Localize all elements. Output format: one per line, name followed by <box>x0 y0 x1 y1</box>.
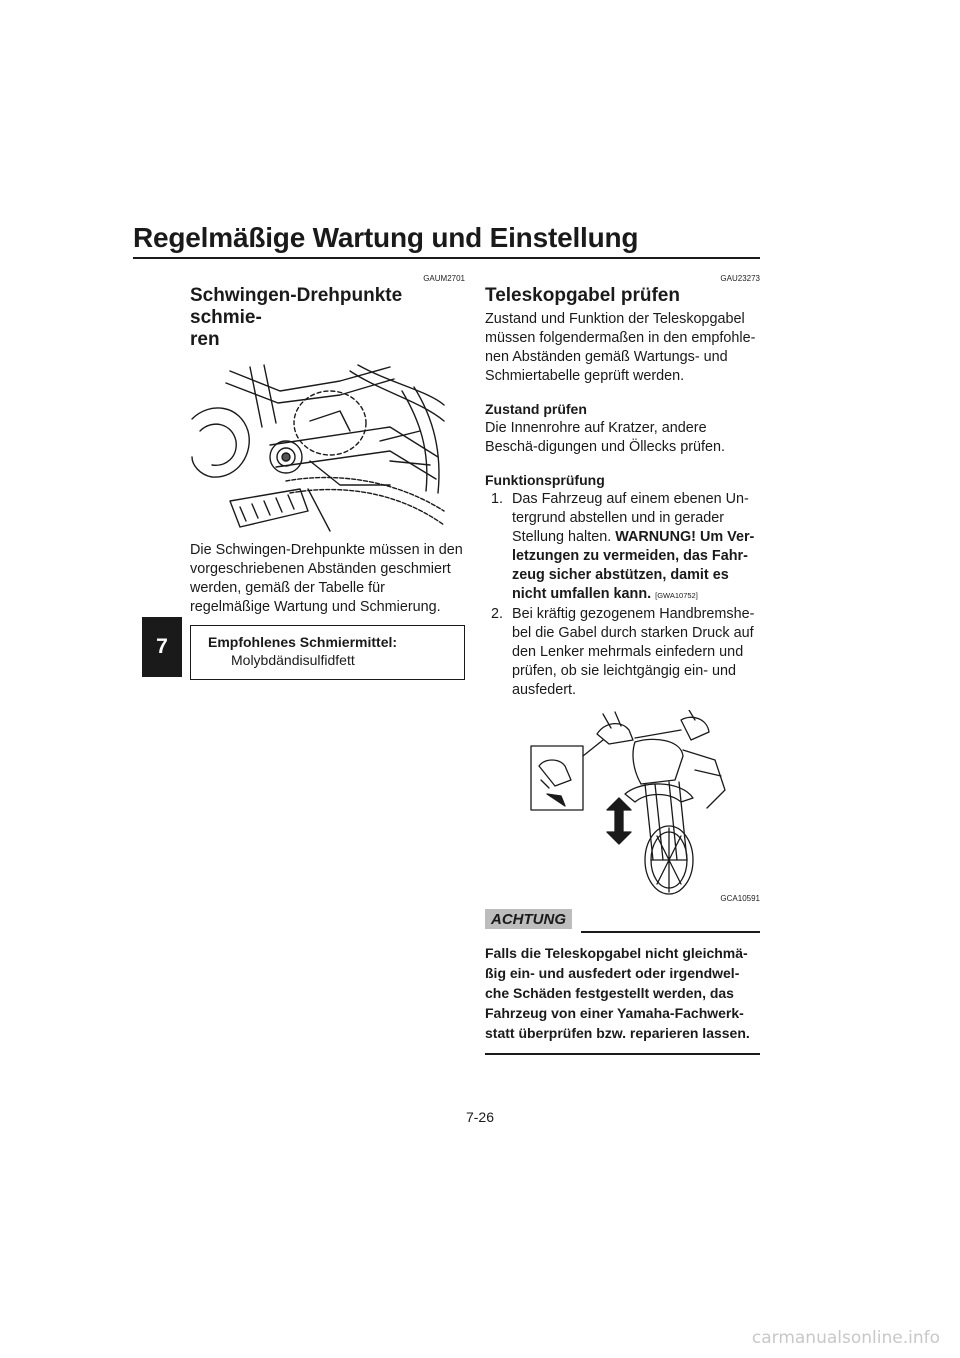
fork-figure <box>485 710 760 903</box>
swingarm-paragraph: Die Schwingen-Drehpunkte müssen in den vorgeschriebenen Abständen geschmiert werden, gemäß der Tabelle für regelmäßige Wartung und Schmierung. <box>190 542 463 615</box>
fork-intro: Zustand und Funktion der Teleskopgabel müssen folgendermaßen in den empfohle-nen Abständen gemäß Wartungs- und Schmiertabelle geprüft werden. <box>485 311 756 384</box>
fork-illustration <box>485 710 760 896</box>
section-code: GAU23273 <box>720 274 760 283</box>
section-heading-swingarm: Schwingen-Drehpunkte schmie- ren <box>190 285 403 350</box>
subheading-function: Funktionsprüfung <box>485 472 605 488</box>
achtung-text: Falls die Teleskopgabel nicht gleichmä-ßig ein- und ausfedert oder irgendwel-che Schäden festgestellt werden, das Fahrzeug von einer Yamaha-Fachwerk-statt überprüfen bzw. reparieren lassen. <box>485 945 750 1041</box>
step-item: 2. Bei kräftig gezogenem Handbremshe-bel die Gabel durch starken Druck auf den Lenker mehrmals einfedern und prüfen, ob sie leichtgängig ein- und ausfedert. <box>491 606 755 698</box>
achtung-rule <box>581 931 760 933</box>
section-code: GAUM2701 <box>423 274 465 283</box>
warning-text: WARNUNG! Um Ver-letzungen zu vermeiden, das Fahr-zeug sicher abstützen, damit es nicht umfallen kann. <box>512 529 755 602</box>
watermark: carmanualsonline.info <box>751 1328 940 1348</box>
achtung-bottom-rule <box>485 1053 760 1055</box>
page-number: 7-26 <box>465 1109 495 1125</box>
section-heading-fork: Teleskopgabel prüfen <box>485 285 680 306</box>
achtung-badge: ACHTUNG <box>485 909 572 929</box>
steps-list <box>485 490 760 700</box>
lubricant-box <box>190 625 465 680</box>
warning-code: [GWA10752] <box>655 591 698 600</box>
swingarm-illustration <box>190 361 445 533</box>
lubricant-value: Molybdändisulfidfett <box>231 652 355 668</box>
title-rule <box>133 257 760 259</box>
page-title: Regelmäßige Wartung und Einstellung <box>133 222 639 253</box>
right-column <box>485 274 760 1055</box>
subheading-condition: Zustand prüfen <box>485 401 587 417</box>
condition-text: Die Innenrohre auf Kratzer, andere Beschä-digungen und Öllecks prüfen. <box>485 420 725 455</box>
lubricant-label: Empfohlenes Schmiermittel: <box>208 634 398 650</box>
swingarm-figure <box>190 361 465 533</box>
chapter-tab: 7 <box>142 617 182 677</box>
left-column <box>190 274 465 680</box>
figure-code: GCA10591 <box>720 894 760 903</box>
step-item: 1. Das Fahrzeug auf einem ebenen Un-tergrund abstellen und in gerader Stellung halten. WARNUNG! Um Ver-letzungen zu vermeiden, das Fahr-zeug sicher abstützen, damit es nicht umfallen kann. [GWA10752] <box>491 491 755 602</box>
achtung-header <box>485 909 760 935</box>
